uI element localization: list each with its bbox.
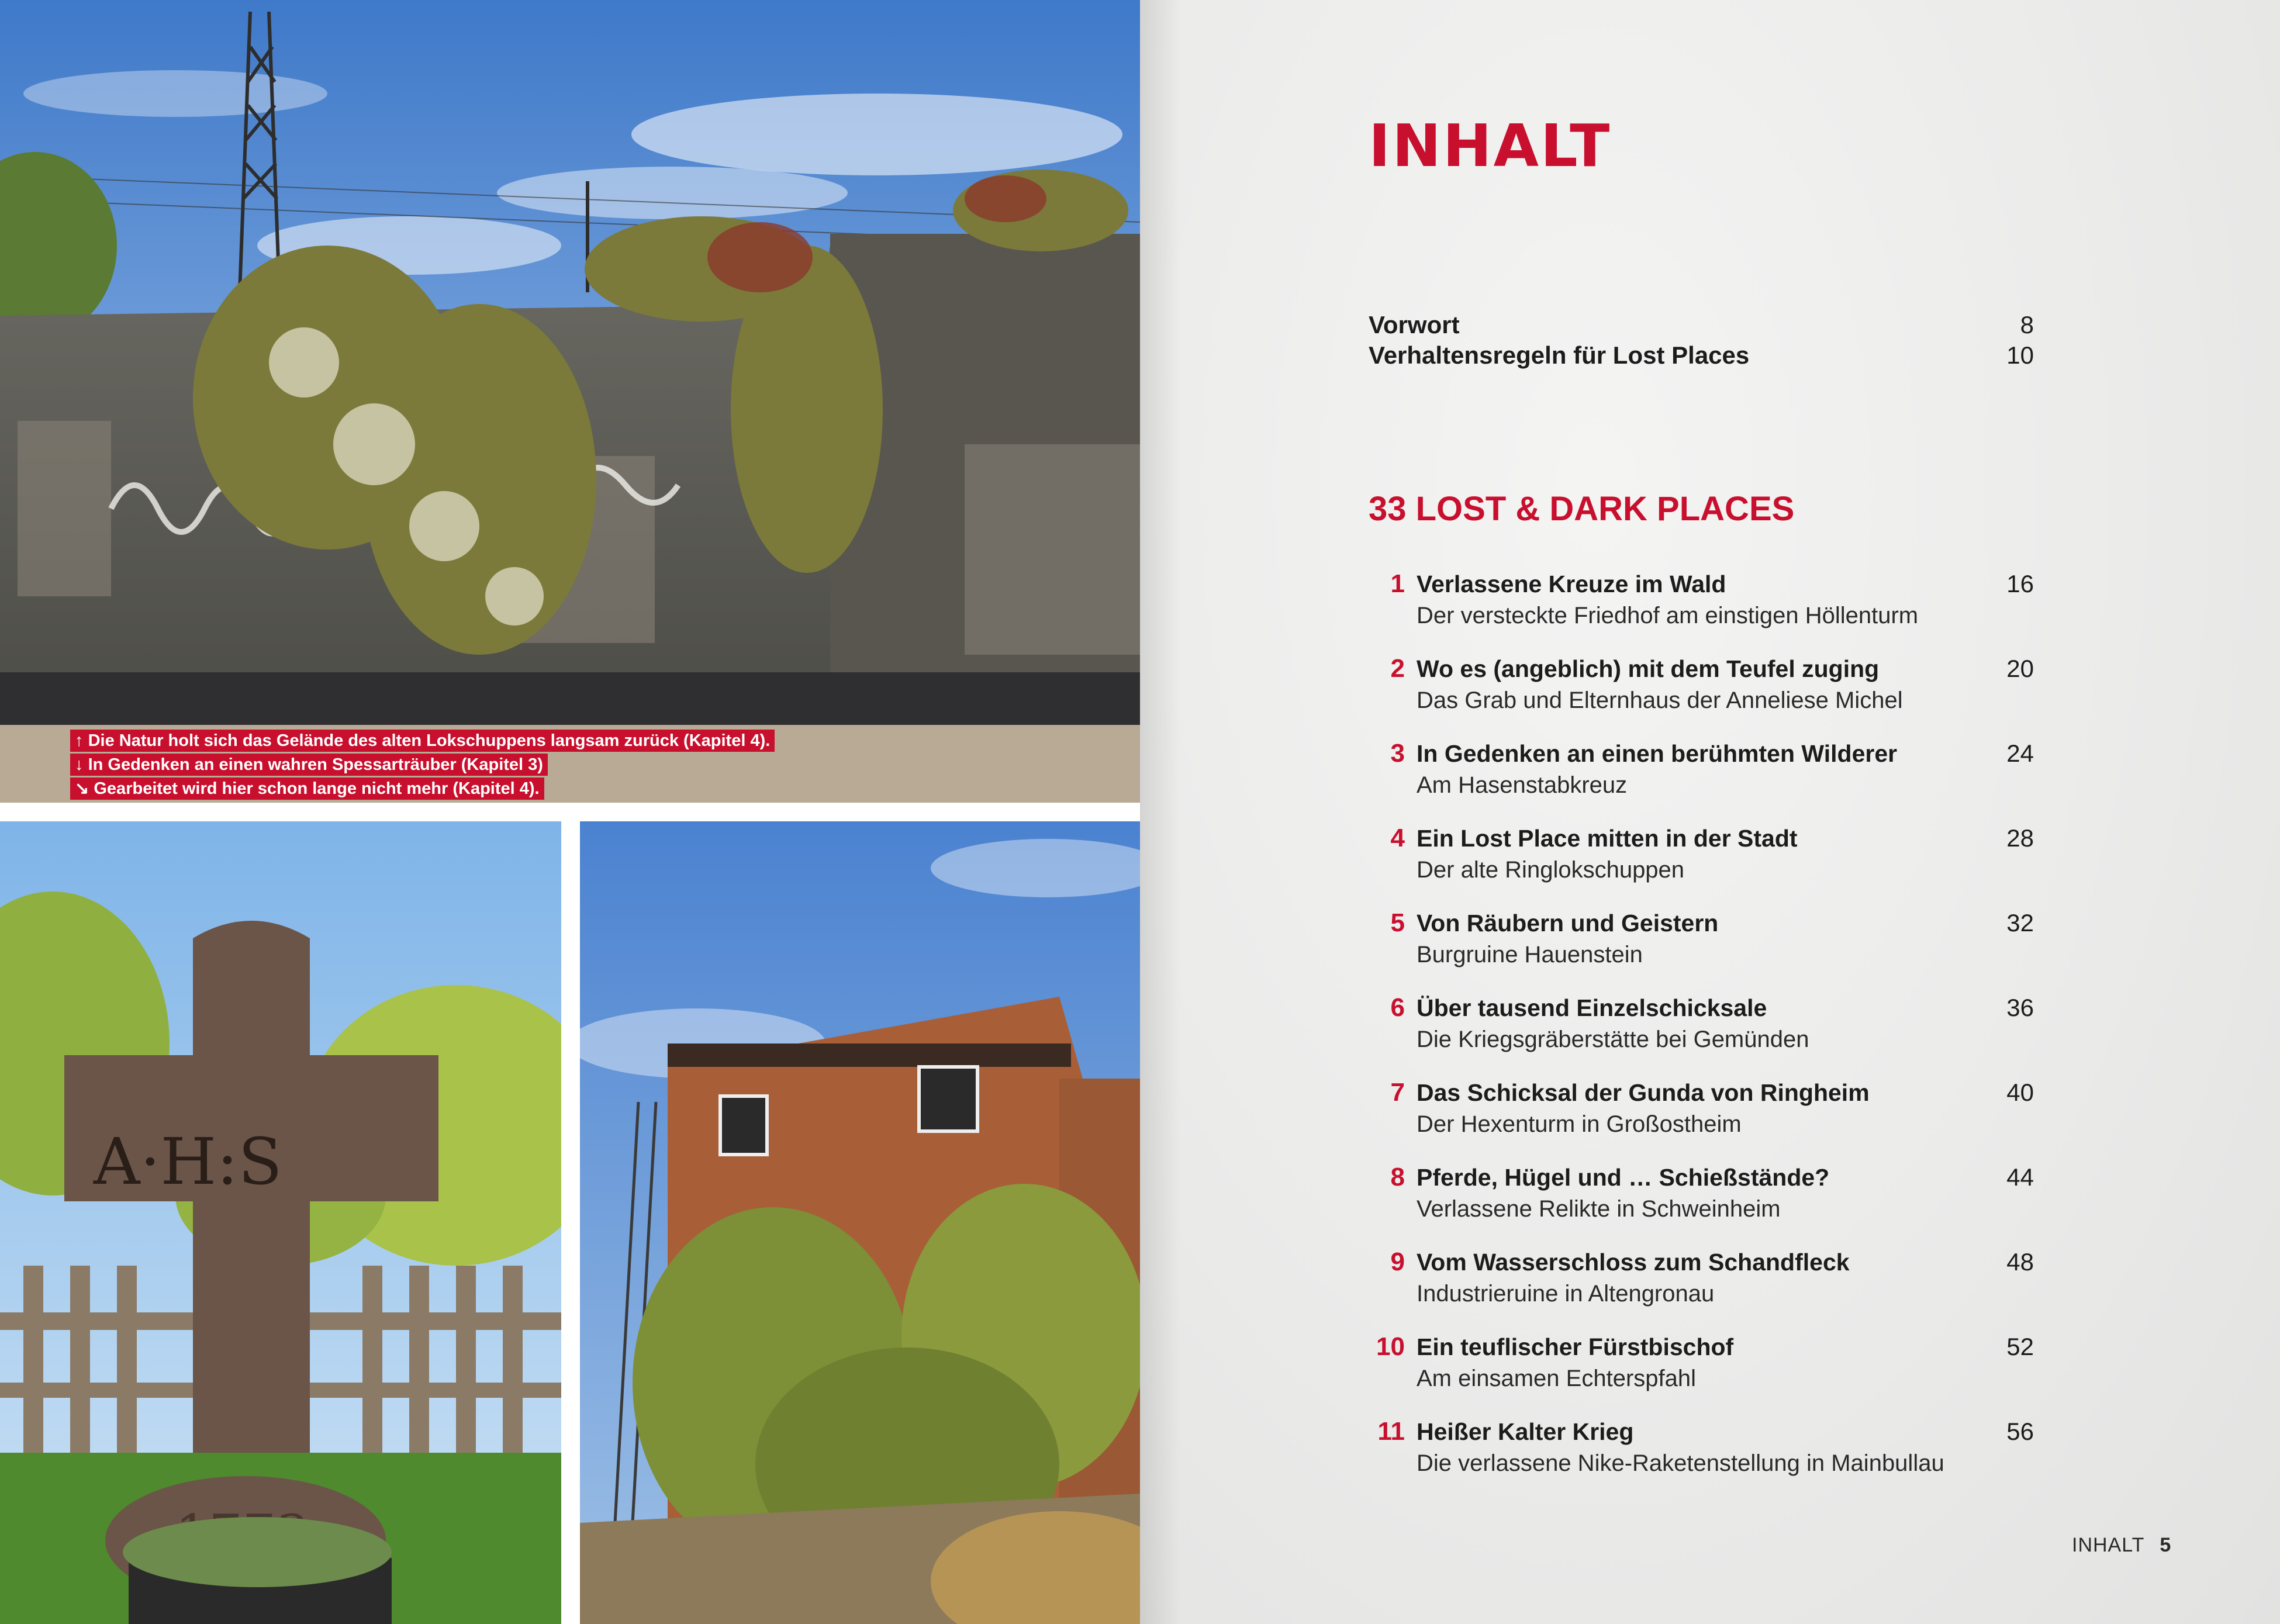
- chapter-title: In Gedenken an einen berühmten Wilderer: [1417, 740, 1898, 767]
- chapter-number: 9: [1390, 1248, 1405, 1276]
- chapter-number: 4: [1390, 824, 1405, 852]
- chapter-title: Heißer Kalter Krieg: [1417, 1418, 1634, 1445]
- chapter-entry[interactable]: [1369, 1077, 2034, 1141]
- chapter-subtitle: Der alte Ringlokschuppen: [1417, 857, 1685, 883]
- chapter-subtitle: Industrieruine in Altengronau: [1417, 1281, 1715, 1307]
- chapter-entry[interactable]: [1369, 1331, 2034, 1395]
- folio-label: INHALT: [2072, 1534, 2145, 1556]
- caption-building-photo: [70, 778, 544, 800]
- contents-title: INHALT: [1369, 112, 1612, 180]
- chapter-page: 28: [2006, 824, 2034, 852]
- right-page-contents: [1140, 0, 2280, 1624]
- chapter-number: 5: [1390, 908, 1405, 937]
- chapter-number: 8: [1390, 1163, 1405, 1191]
- folio-page-number: 5: [2160, 1534, 2172, 1556]
- chapter-entry[interactable]: [1369, 568, 2034, 633]
- chapter-page: 48: [2006, 1248, 2034, 1276]
- arrow-up-icon: ↑: [75, 731, 84, 750]
- chapter-title: Wo es (angeblich) mit dem Teufel zuging: [1417, 655, 1880, 682]
- chapter-number: 11: [1377, 1417, 1405, 1446]
- chapter-title: Über tausend Einzelschicksale: [1417, 994, 1767, 1021]
- chapter-page: 16: [2006, 570, 2034, 597]
- entry-page: 8: [2020, 311, 2034, 338]
- chapter-subtitle: Am Hasenstabkreuz: [1417, 772, 1628, 798]
- chapter-title: Von Räubern und Geistern: [1417, 910, 1719, 937]
- chapter-entry[interactable]: [1369, 1162, 2034, 1226]
- chapter-page: 44: [2006, 1163, 2034, 1191]
- entry-title: Verhaltensregeln für Lost Places: [1369, 341, 1750, 369]
- caption-cross-photo: [70, 754, 548, 776]
- chapter-number: 7: [1390, 1078, 1405, 1107]
- chapter-entry[interactable]: [1369, 1416, 2034, 1480]
- caption-top-photo: [70, 730, 775, 752]
- overgrown-wall-photo: [0, 0, 1140, 803]
- front-matter-entry[interactable]: [1369, 341, 2034, 374]
- chapter-page: 56: [2006, 1418, 2034, 1445]
- chapter-number: 6: [1390, 993, 1405, 1022]
- page-folio: [2072, 1534, 2171, 1557]
- chapter-title: Das Schicksal der Gunda von Ringheim: [1417, 1079, 1870, 1106]
- stone-cross-photo: [0, 821, 561, 1624]
- chapter-subtitle: Der versteckte Friedhof am einstigen Höllenturm: [1417, 603, 1919, 628]
- chapter-entry[interactable]: [1369, 823, 2034, 887]
- chapter-title: Pferde, Hügel und … Schießstände?: [1417, 1164, 1830, 1191]
- chapter-subtitle: Die Kriegsgräberstätte bei Gemünden: [1417, 1027, 1809, 1052]
- chapter-subtitle: Am einsamen Echterspfahl: [1417, 1366, 1697, 1391]
- chapter-page: 36: [2006, 994, 2034, 1021]
- arrow-down-icon: ↓: [75, 755, 84, 774]
- section-heading: 33 LOST & DARK PLACES: [1369, 490, 1795, 528]
- chapter-number: 2: [1390, 654, 1405, 683]
- chapter-title: Ein teuflischer Fürstbischof: [1417, 1333, 1734, 1360]
- chapter-entry[interactable]: [1369, 907, 2034, 972]
- front-matter-entry[interactable]: [1369, 311, 2034, 344]
- chapter-entry[interactable]: [1369, 738, 2034, 802]
- page-gutter-shadow: [1140, 0, 1181, 1624]
- chapter-page: 24: [2006, 740, 2034, 767]
- chapter-entry[interactable]: [1369, 992, 2034, 1056]
- arrow-down-right-icon: ↘: [75, 779, 89, 798]
- chapter-title: Ein Lost Place mitten in der Stadt: [1417, 825, 1798, 852]
- chapter-subtitle: Burgruine Hauenstein: [1417, 942, 1643, 968]
- chapter-page: 20: [2006, 655, 2034, 682]
- chapter-subtitle: Der Hexenturm in Großostheim: [1417, 1111, 1742, 1137]
- chapter-entry[interactable]: [1369, 1246, 2034, 1311]
- chapter-number: 3: [1390, 739, 1405, 768]
- chapter-page: 32: [2006, 909, 2034, 937]
- chapter-subtitle: Die verlassene Nike-Raketenstellung in Mainbullau: [1417, 1450, 1944, 1476]
- chapter-subtitle: Verlassene Relikte in Schweinheim: [1417, 1196, 1781, 1222]
- chapter-subtitle: Das Grab und Elternhaus der Anneliese Michel: [1417, 687, 1903, 713]
- entry-title: Vorwort: [1369, 311, 1460, 338]
- caption-text: Die Natur holt sich das Gelände des alten Lokschuppens langsam zurück (Kapitel 4).: [88, 731, 771, 750]
- chapter-page: 52: [2006, 1333, 2034, 1360]
- chapter-title: Verlassene Kreuze im Wald: [1417, 571, 1726, 597]
- cross-inscription: A·H:S: [94, 1124, 282, 1199]
- entry-page: 10: [2006, 341, 2034, 369]
- caption-text: In Gedenken an einen wahren Spessarträuber (Kapitel 3): [88, 755, 543, 774]
- chapter-page: 40: [2006, 1079, 2034, 1106]
- chapter-entry[interactable]: [1369, 653, 2034, 717]
- ruined-building-photo: [580, 821, 1140, 1624]
- chapter-title: Vom Wasserschloss zum Schandfleck: [1417, 1249, 1850, 1276]
- chapter-number: 1: [1390, 569, 1405, 598]
- chapter-number: 10: [1376, 1332, 1405, 1361]
- photo-captions: [70, 730, 775, 801]
- caption-text: Gearbeitet wird hier schon lange nicht mehr (Kapitel 4).: [94, 779, 540, 798]
